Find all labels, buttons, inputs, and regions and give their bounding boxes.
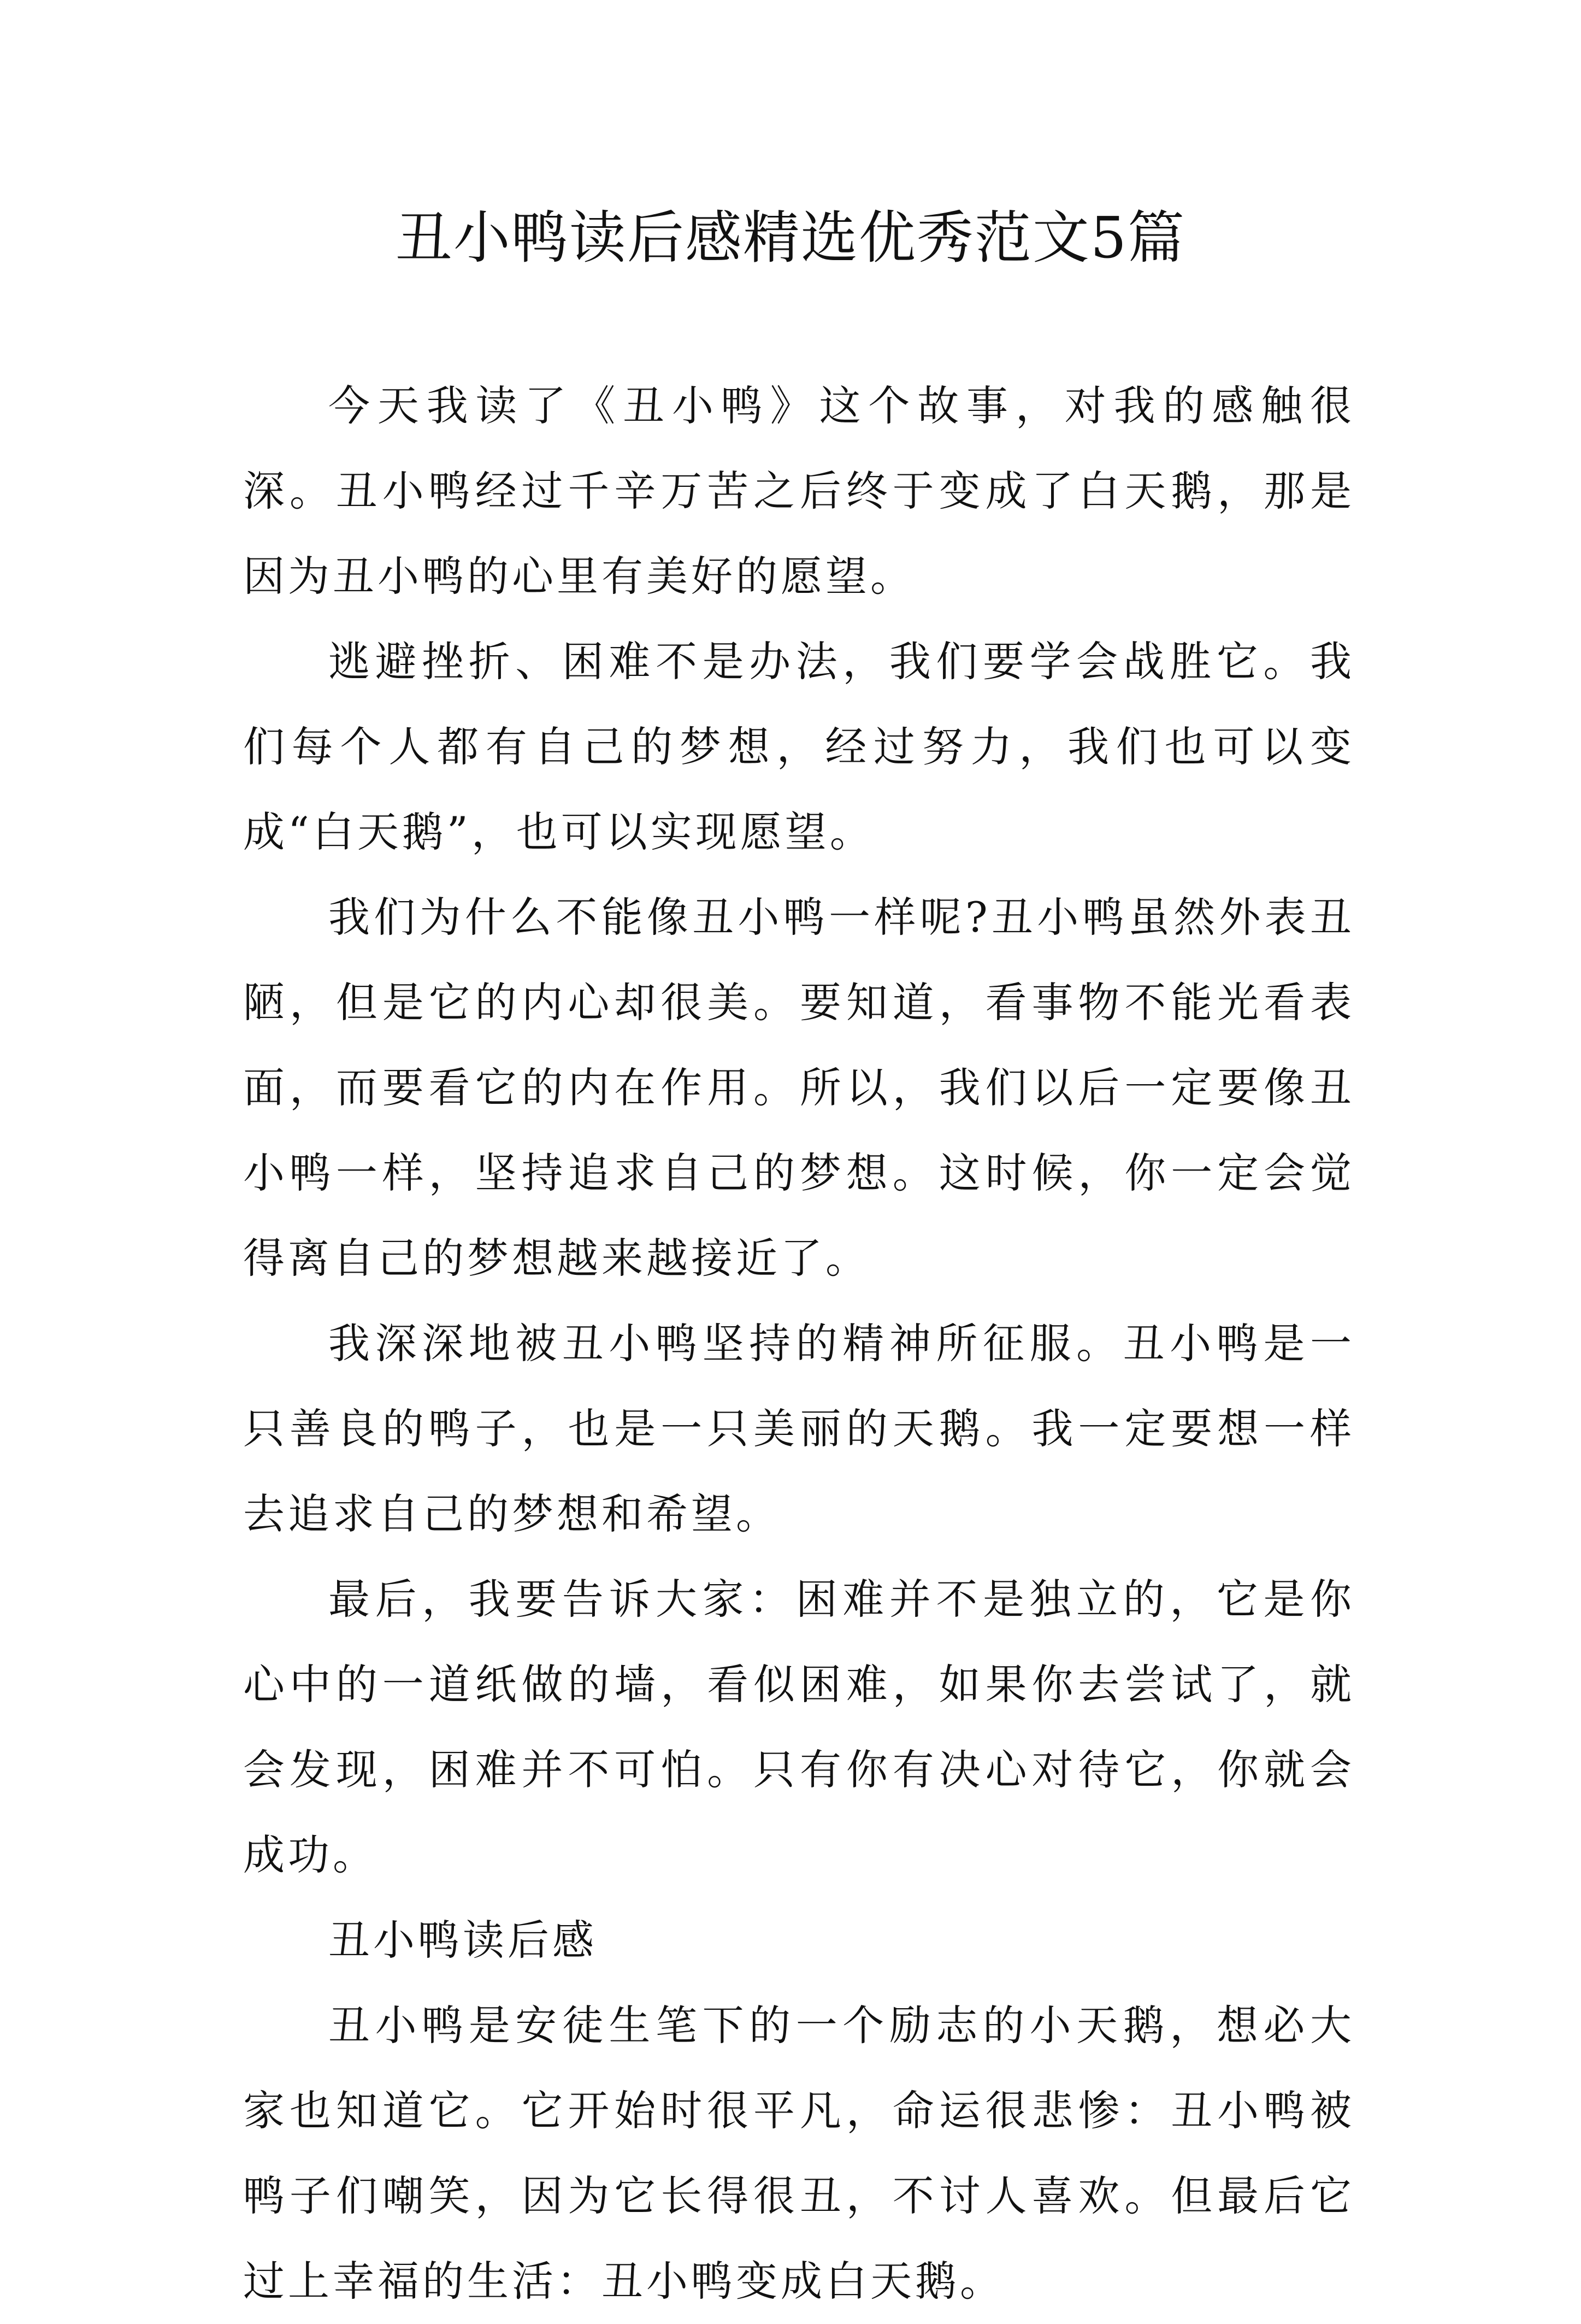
document-body [243,363,1355,2324]
document-title: 丑小鸭读后感精选优秀范文5篇 [395,204,1186,271]
section-heading: 丑小鸭读后感 [328,1916,597,1964]
paragraph-3: 我们为什么不能像丑小鸭一样呢?丑小鸭虽然外表丑陋，但是它的内心却很美。要知道，看事物不能光看表面，而要看它的内在作用。所以，我们以后一定要像丑小鸭一样，坚持追求自己的梦想。这时候，你一定会觉得离自己的梦想越来越接近了。 [243,893,1355,1282]
paragraph-1: 今天我读了《丑小鸭》这个故事，对我的感触很深。丑小鸭经过千辛万苦之后终于变成了白天鹅，那是因为丑小鸭的心里有美好的愿望。 [243,381,1355,601]
paragraph-2: 逃避挫折、困难不是办法，我们要学会战胜它。我们每个人都有自己的梦想，经过努力，我们也可以变成“白天鹅”，也可以实现愿望。 [243,637,1355,856]
paragraph-4: 我深深地被丑小鸭坚持的精神所征服。丑小鸭是一只善良的鸭子，也是一只美丽的天鹅。我一定要想一样去追求自己的梦想和希望。 [243,1319,1355,1538]
paragraph-6: 丑小鸭是安徒生笔下的一个励志的小天鹅，想必大家也知道它。它开始时很平凡，命运很悲惨：丑小鸭被鸭子们嘲笑，因为它长得很丑，不讨人喜欢。但最后它过上幸福的生活：丑小鸭变成白天鹅。 [243,2001,1355,2305]
paragraph-5: 最后，我要告诉大家：困难并不是独立的，它是你心中的一道纸做的墙，看似困难，如果你去尝试了，就会发现，困难并不可怕。只有你有决心对待它，你就会成功。 [243,1575,1355,1879]
